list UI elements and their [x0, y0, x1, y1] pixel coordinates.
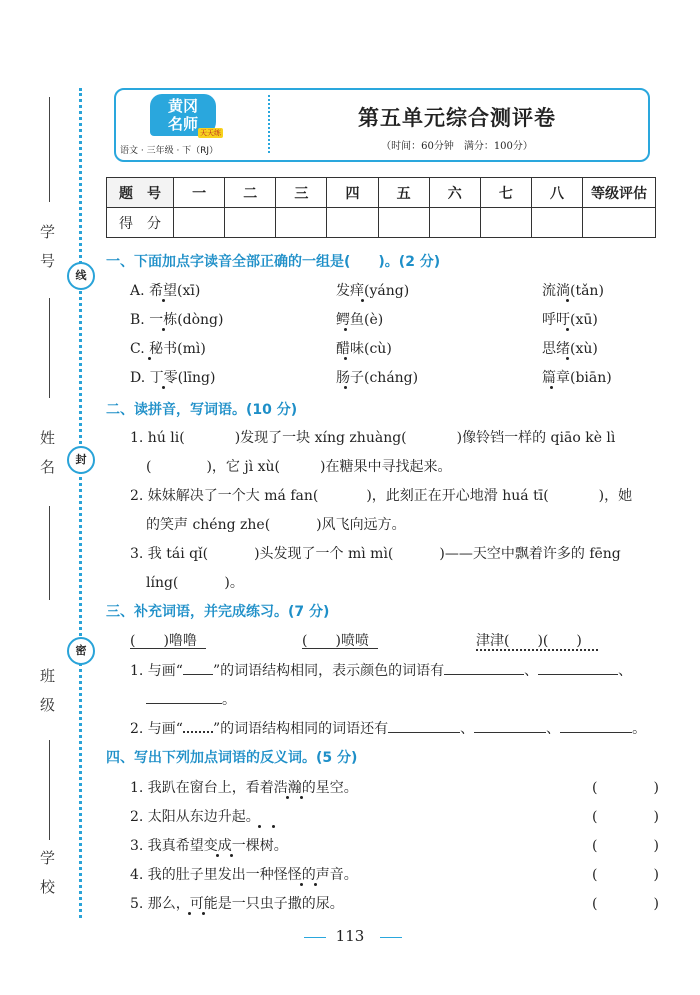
text-seg: 、 — [460, 721, 475, 737]
question-2-3-line1 — [130, 543, 621, 563]
emphasis-dot — [300, 796, 303, 799]
score-cell[interactable] — [276, 208, 327, 238]
score-cell[interactable] — [583, 208, 656, 238]
score-cell[interactable] — [378, 208, 429, 238]
fill-word-1[interactable]: ( )噜噜 — [130, 633, 197, 649]
antonym-item-2: 2. 太阳从东边升起。 — [130, 809, 260, 825]
option-a-1: A. 希望(xī) — [130, 283, 201, 299]
emphasis-dot — [344, 328, 347, 331]
text-seg: 。 — [632, 721, 647, 737]
table-header-cell: 二 — [225, 178, 276, 208]
student-id-line — [49, 97, 50, 202]
student-id-line-lower — [49, 298, 50, 398]
text-seg: ”的词语结构相同的词语还有 — [212, 721, 389, 737]
text-seg: 、 — [524, 663, 539, 679]
class-line — [49, 740, 50, 840]
answer-paren[interactable]: ( ) — [592, 867, 659, 883]
answer-blank[interactable] — [560, 732, 632, 733]
question-2-3-line2 — [146, 572, 244, 592]
exam-meta: （时间：60分钟 满分：100分） — [381, 141, 533, 152]
table-header-cell: 题 号 — [107, 178, 174, 208]
text-seg: )，它 jì xù( — [206, 459, 281, 475]
straight-line-sample — [183, 674, 213, 675]
antonym-item-1: 1. 我趴在窗台上，看着浩瀚的星空。 — [130, 780, 358, 796]
question-2-2-line2 — [146, 514, 406, 534]
table-header-cell: 四 — [327, 178, 378, 208]
emphasis-dot — [300, 883, 303, 886]
text-seg: )发现了一块 xíng zhuàng( — [234, 430, 407, 446]
emphasis-dot — [162, 328, 165, 331]
emphasis-dot — [272, 825, 275, 828]
text-seg: )头发现了一个 mì mì( — [254, 546, 394, 562]
text-seg: )，她 — [598, 488, 633, 504]
fill-word-2[interactable]: ( )喷喷 — [302, 633, 369, 649]
text-seg: ( — [146, 459, 152, 475]
binding-mark-mi: 密 — [67, 637, 95, 665]
logo-badge: 天天练 — [200, 129, 221, 137]
page-number-line-right — [380, 937, 402, 938]
text-seg: líng( — [146, 575, 179, 591]
text-seg: )，此刻正在开心地滑 huá tī( — [366, 488, 549, 504]
question-3-1-line1 — [130, 660, 632, 680]
option-c-1: C. 秘书(mì) — [130, 341, 206, 357]
emphasis-dot — [148, 357, 151, 360]
antonym-item-3: 3. 我真希望变成一棵树。 — [130, 838, 288, 854]
answer-paren[interactable]: ( ) — [592, 896, 659, 912]
answer-blank[interactable] — [538, 674, 618, 675]
text-seg: )——天空中飘着许多的 fēng — [439, 546, 621, 562]
score-cell[interactable] — [225, 208, 276, 238]
score-table — [106, 177, 656, 238]
section-4-title: 四、写出下列加点词语的反义词。(5 分) — [106, 750, 358, 766]
answer-paren[interactable]: ( ) — [592, 780, 659, 796]
question-2-1-line2 — [146, 456, 452, 476]
text-seg: 2. 妹妹解决了一个大 má fan( — [130, 488, 319, 504]
wavy-line-sample — [183, 731, 213, 733]
option-b-2: 鳄鱼(è) — [336, 312, 384, 328]
option-d-1: D. 丁零(līng) — [130, 370, 216, 386]
grade-info: 语文 · 三年级 · 下（RJ） — [120, 146, 219, 156]
table-header-cell: 七 — [480, 178, 531, 208]
answer-blank[interactable] — [146, 703, 222, 704]
school-label: 学校 — [38, 850, 56, 908]
question-2-1-line1 — [130, 427, 615, 447]
answer-paren[interactable]: ( ) — [592, 838, 659, 854]
text-seg: )像铃铛一样的 qiāo kè lì — [456, 430, 616, 446]
option-d-2: 肠子(cháng) — [336, 370, 419, 386]
score-cell[interactable] — [327, 208, 378, 238]
score-cell[interactable] — [531, 208, 582, 238]
logo-line2: 名师 — [167, 115, 198, 133]
text-seg: 的笑声 chéng zhe( — [146, 517, 271, 533]
antonym-item-4: 4. 我的肚子里发出一种怪怪的声音。 — [130, 867, 358, 883]
underline-wavy — [476, 645, 598, 651]
score-cell[interactable] — [480, 208, 531, 238]
score-table-row — [107, 208, 656, 238]
class-label: 班级 — [38, 668, 56, 726]
emphasis-dot — [162, 299, 165, 302]
table-header-cell: 六 — [429, 178, 480, 208]
underline-straight — [302, 648, 378, 649]
emphasis-dot — [361, 299, 364, 302]
text-seg: )。 — [224, 575, 244, 591]
emphasis-dot — [188, 912, 191, 915]
score-cell[interactable] — [429, 208, 480, 238]
option-a-2: 发痒(yáng) — [336, 283, 410, 299]
emphasis-dot — [286, 796, 289, 799]
emphasis-dot — [566, 299, 569, 302]
text-seg: 、 — [546, 721, 561, 737]
table-header-cell: 一 — [174, 178, 225, 208]
section-1-title: 一、下面加点字读音全部正确的一组是( )。(2 分) — [106, 254, 441, 270]
text-seg: 。 — [222, 692, 236, 708]
emphasis-dot — [566, 328, 569, 331]
emphasis-dot — [162, 386, 165, 389]
binding-mark-xian: 线 — [67, 262, 95, 290]
answer-blank[interactable] — [444, 674, 524, 675]
emphasis-dot — [550, 386, 553, 389]
answer-blank[interactable] — [388, 732, 460, 733]
option-b-3: 呼吁(xū) — [542, 312, 598, 328]
option-c-2: 醋味(cù) — [336, 341, 392, 357]
answer-paren[interactable]: ( ) — [592, 809, 659, 825]
emphasis-dot — [314, 883, 317, 886]
student-id-label: 学号 — [38, 224, 56, 282]
table-header-cell: 三 — [276, 178, 327, 208]
underline-straight — [130, 648, 206, 649]
binding-dotted-line — [79, 88, 82, 918]
question-2-2-line1 — [130, 485, 632, 505]
table-header-cell: 等级评估 — [583, 178, 656, 208]
text-seg: 1. hú li( — [130, 430, 185, 446]
text-seg: 、 — [618, 663, 633, 679]
question-3-2 — [130, 718, 646, 738]
option-d-3: 篇章(biān) — [542, 370, 612, 386]
text-seg: )风飞向远方。 — [316, 517, 406, 533]
emphasis-dot — [566, 357, 569, 360]
emphasis-dot — [258, 825, 261, 828]
antonym-item-5: 5. 那么，可能是一只虫子撒的尿。 — [130, 896, 344, 912]
option-a-3: 流淌(tǎn) — [542, 283, 604, 299]
score-cell[interactable] — [174, 208, 225, 238]
option-c-3: 思绪(xù) — [542, 341, 598, 357]
section-2-title: 二、读拼音，写词语。(10 分) — [106, 402, 298, 418]
table-header-cell: 五 — [378, 178, 429, 208]
logo-line1: 黄冈 — [167, 97, 198, 115]
text-seg: )在糖果中寻找起来。 — [320, 459, 452, 475]
text-seg: 2. 与画“ — [130, 721, 183, 737]
option-b-1: B. 一栋(dòng) — [130, 312, 224, 328]
text-seg: 1. 与画“ — [130, 663, 183, 679]
student-name-label: 姓名 — [38, 430, 56, 488]
text-seg: 3. 我 tái qǐ( — [130, 546, 209, 562]
table-header-cell: 八 — [531, 178, 582, 208]
emphasis-dot — [216, 854, 219, 857]
emphasis-dot — [344, 357, 347, 360]
score-row-label: 得 分 — [107, 208, 174, 238]
text-seg: ”的词语结构相同，表示颜色的词语有 — [212, 663, 445, 679]
student-name-line — [49, 506, 50, 600]
emphasis-dot — [230, 854, 233, 857]
section-3-title: 三、补充词语，并完成练习。(7 分) — [106, 604, 330, 620]
fill-word-3[interactable]: 津津( )( ) — [476, 633, 582, 649]
question-3-1-line2 — [146, 689, 236, 709]
emphasis-dot — [344, 386, 347, 389]
page-title: 第五单元综合测评卷 — [358, 105, 556, 130]
page-number: 113 — [335, 927, 365, 945]
answer-blank[interactable] — [474, 732, 546, 733]
emphasis-dot — [202, 912, 205, 915]
score-table-header-row — [107, 178, 656, 208]
binding-mark-feng: 封 — [67, 446, 95, 474]
